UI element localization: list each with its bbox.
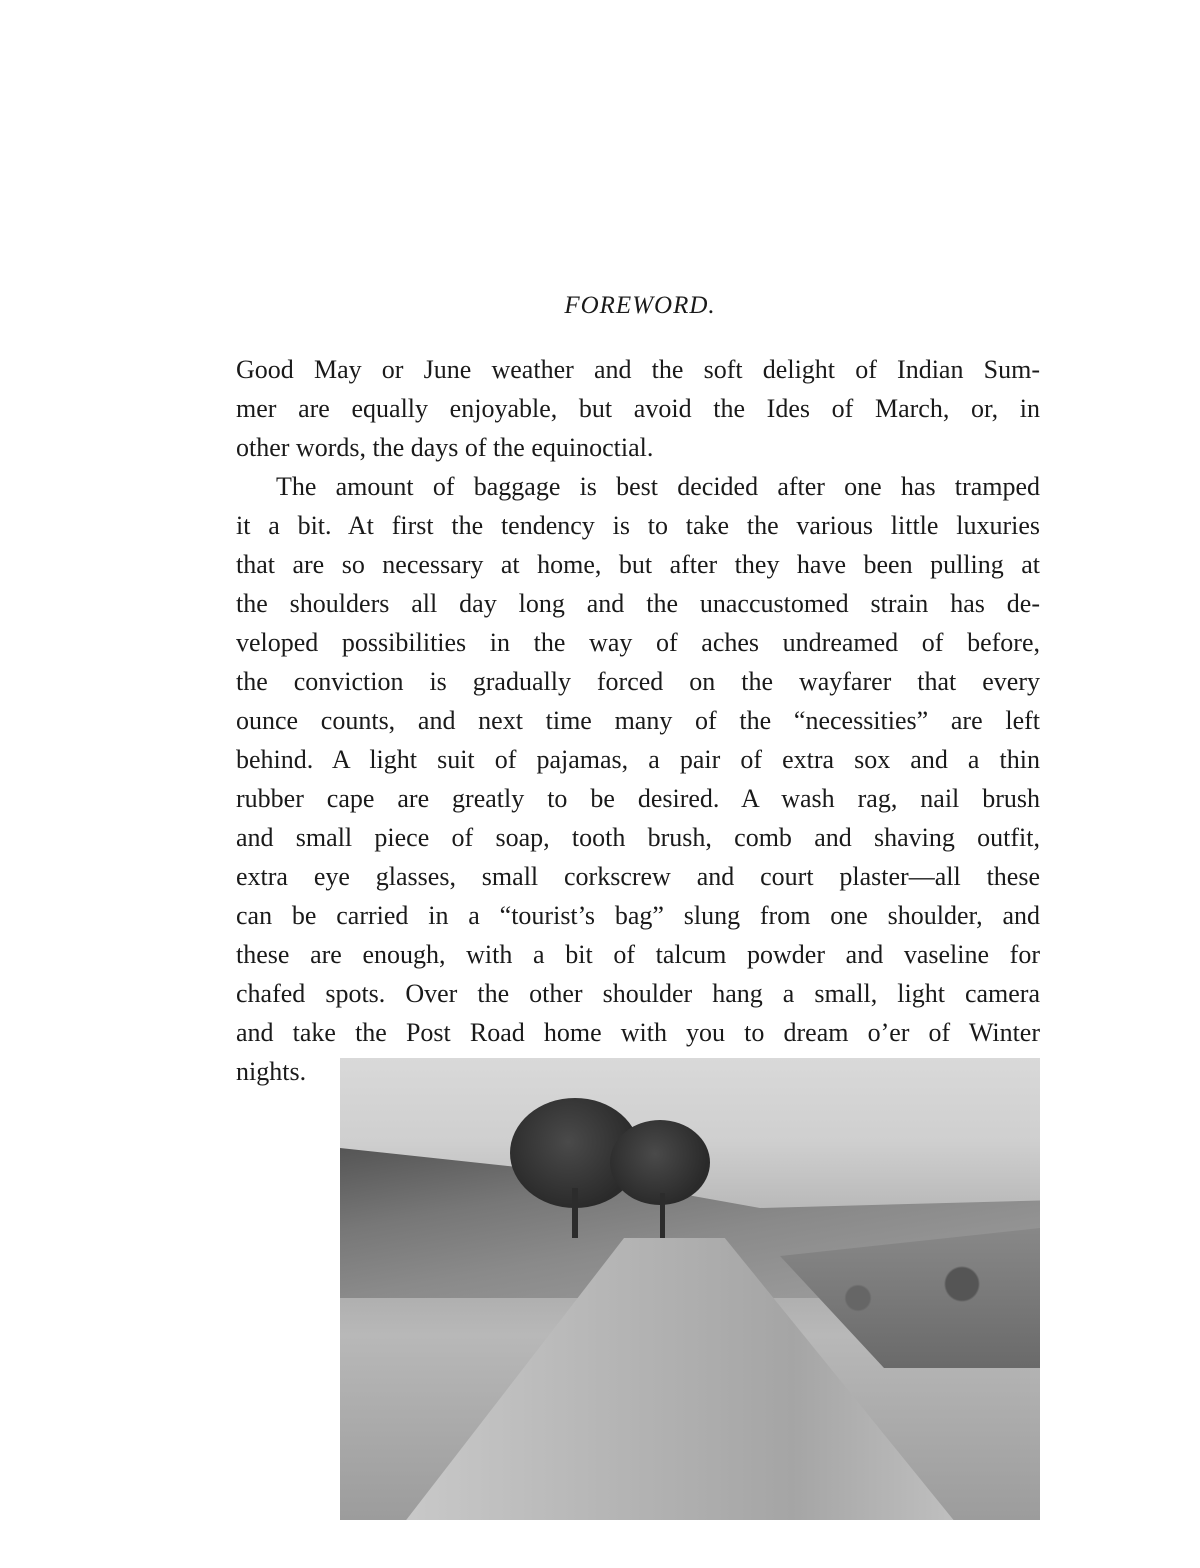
- text-line: and take the Post Road home with you to dream o’er of Winter: [236, 1018, 1040, 1047]
- text-line: chafed spots. Over the other shoulder hang a small, light camera: [236, 979, 1040, 1008]
- foreword-text: [236, 350, 1040, 1091]
- road-landscape-photo: [340, 1058, 1040, 1520]
- text-line: The amount of baggage is best decided after one has tramped: [276, 472, 1040, 501]
- text-line: other words, the days of the equinoctial.: [236, 433, 654, 462]
- text-line: Good May or June weather and the soft delight of Indian Sum-: [236, 355, 1040, 384]
- text-line: the conviction is gradually forced on the wayfarer that every: [236, 667, 1040, 696]
- text-line: nights.: [236, 1057, 307, 1086]
- text-line: the shoulders all day long and the unaccustomed strain has de-: [236, 589, 1040, 618]
- text-line: extra eye glasses, small corkscrew and court plaster—all these: [236, 862, 1040, 891]
- text-line: and small piece of soap, tooth brush, comb and shaving outfit,: [236, 823, 1040, 852]
- text-line: can be carried in a “tourist’s bag” slung from one shoulder, and: [236, 901, 1040, 930]
- text-line: that are so necessary at home, but after they have been pulling at: [236, 550, 1040, 579]
- text-line: behind. A light suit of pajamas, a pair of extra sox and a thin: [236, 745, 1040, 774]
- text-line: veloped possibilities in the way of aches undreamed of before,: [236, 628, 1040, 657]
- tree-trunk: [572, 1188, 578, 1238]
- text-line: it a bit. At first the tendency is to take the various little luxuries: [236, 511, 1040, 540]
- text-line: these are enough, with a bit of talcum powder and vaseline for: [236, 940, 1040, 969]
- tree-trunk: [660, 1193, 665, 1238]
- page-title: FOREWORD.: [564, 292, 716, 319]
- text-line: mer are equally enjoyable, but avoid the Ides of March, or, in: [236, 394, 1040, 423]
- text-line: ounce counts, and next time many of the “necessities” are left: [236, 706, 1040, 735]
- text-line: rubber cape are greatly to be desired. A wash rag, nail brush: [236, 784, 1040, 813]
